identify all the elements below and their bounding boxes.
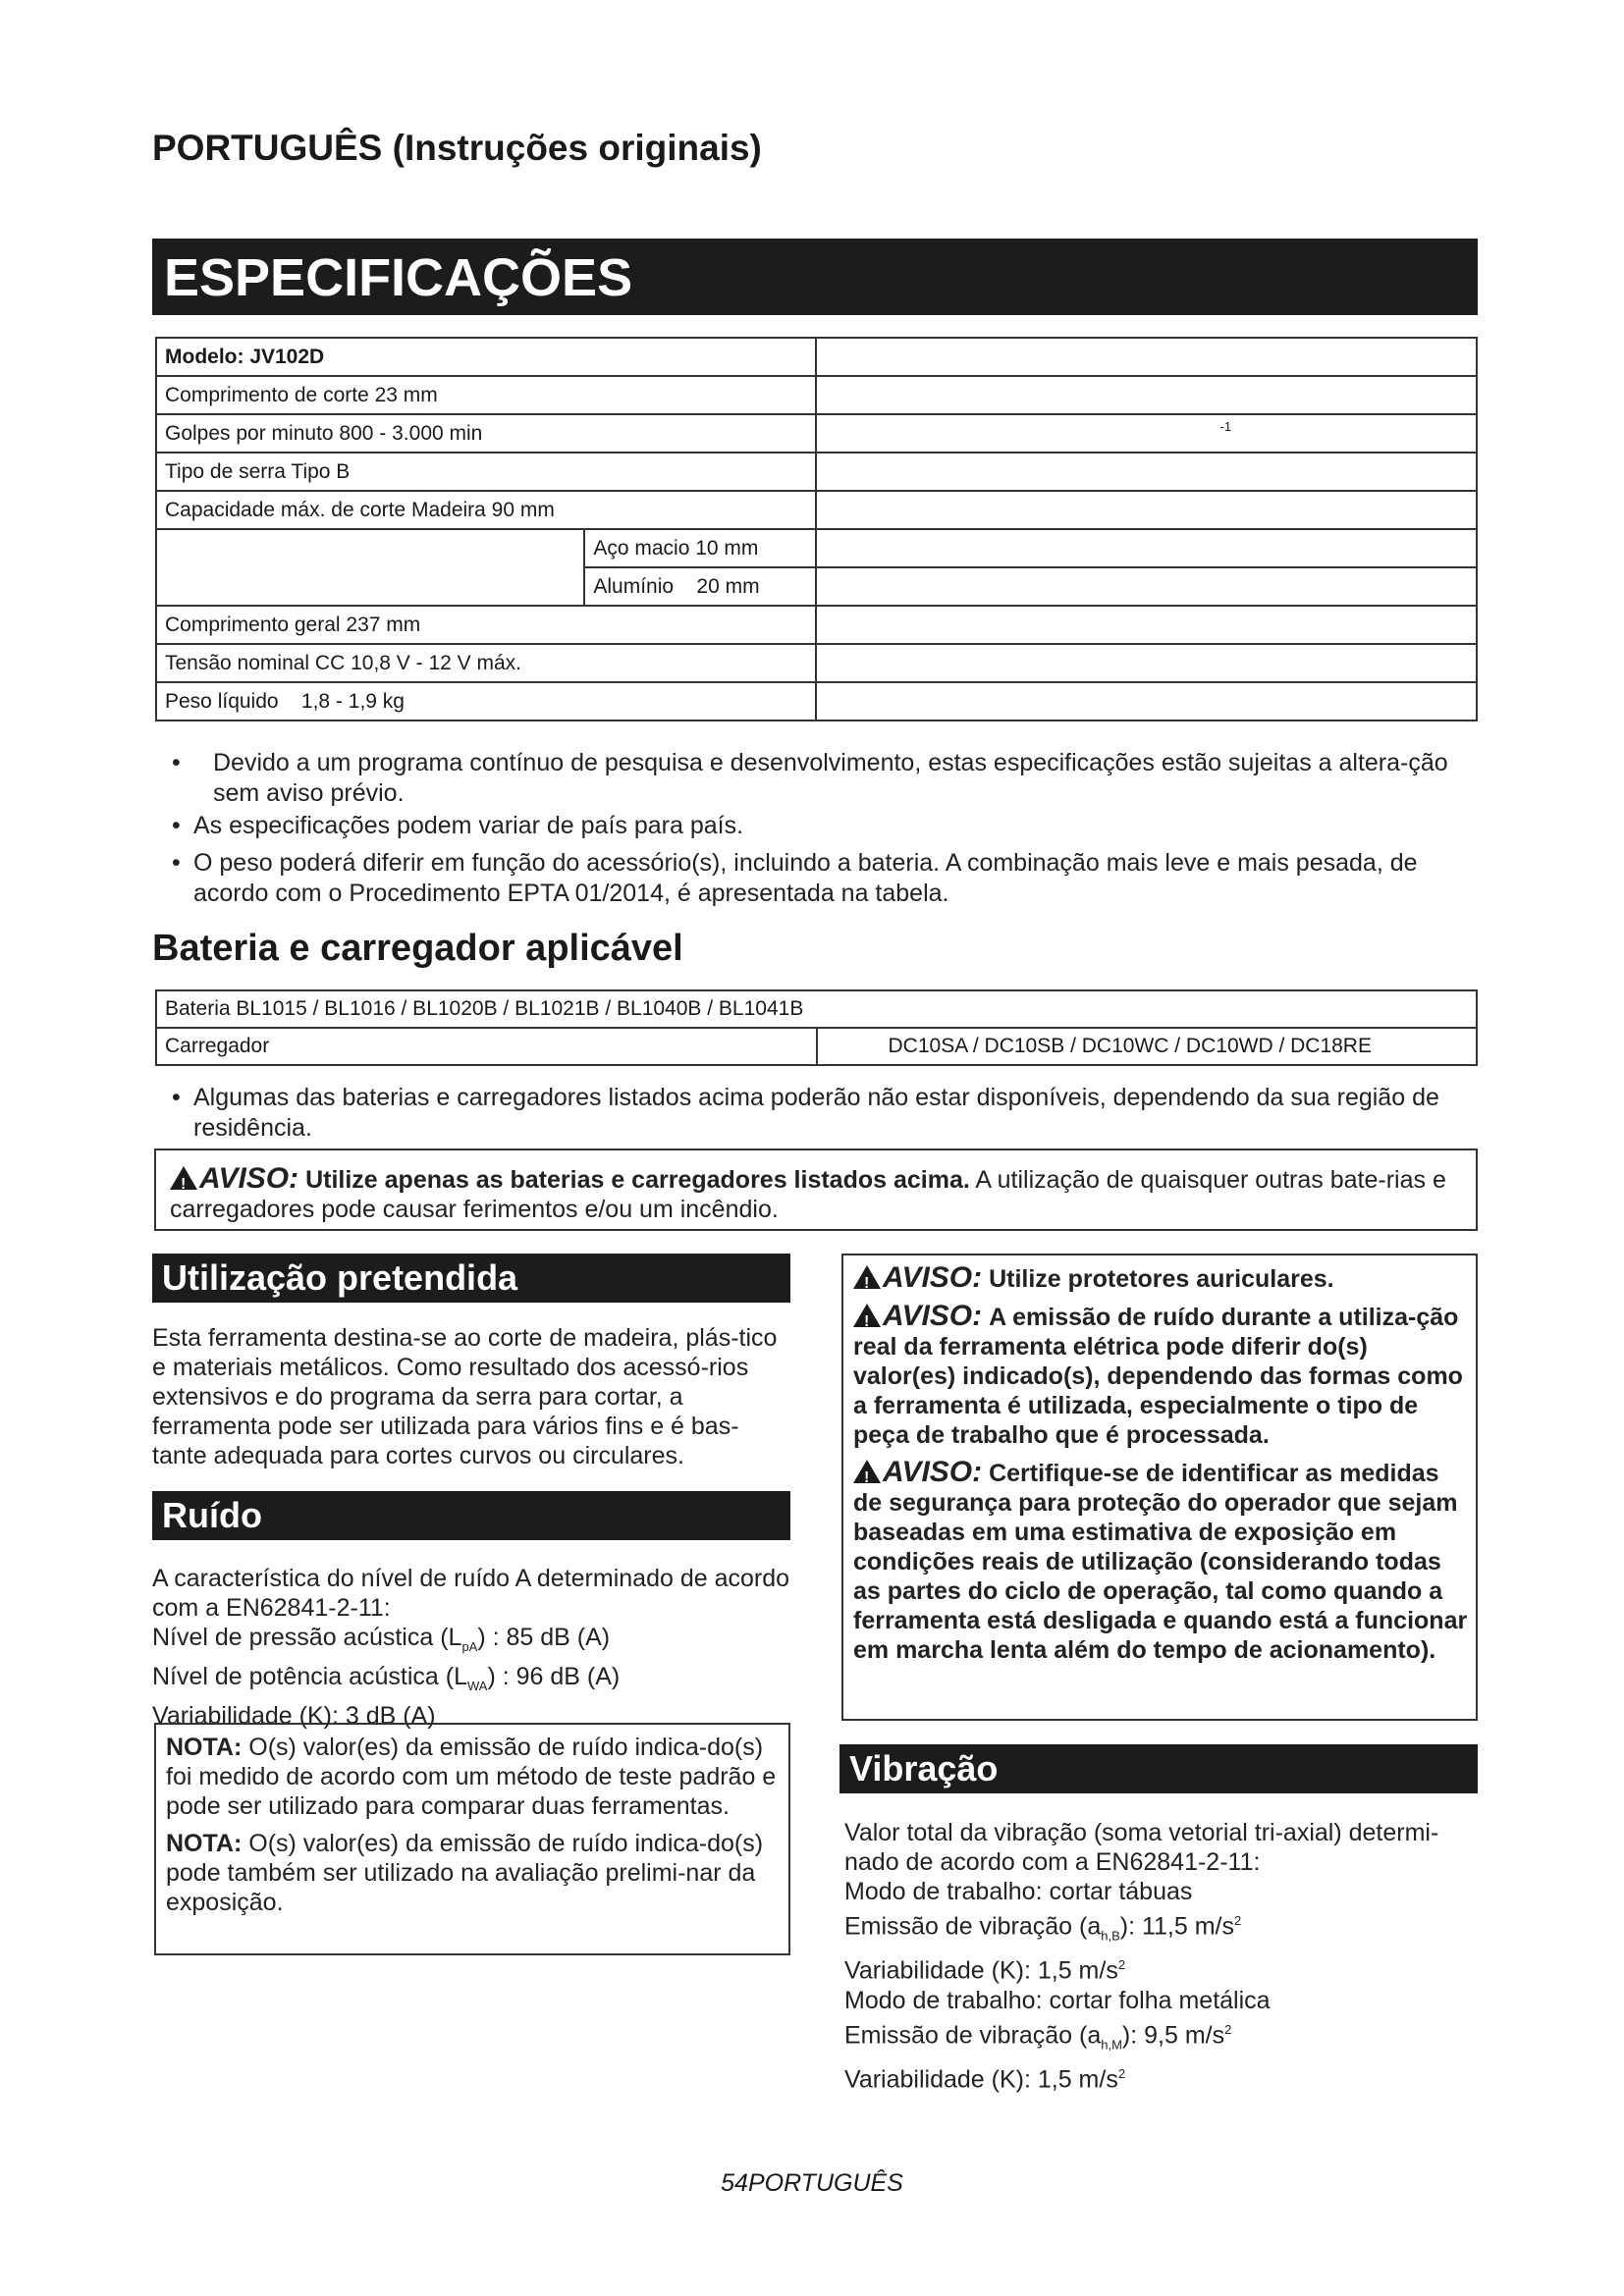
note-text: O(s) valor(es) da emissão de ruído indica-do(s) foi medido de acordo com um método de teste padrão e pode ser utilizado para comparar duas ferramentas. [166, 1734, 777, 1820]
intended-use-title: Utilização pretendida [152, 1254, 790, 1303]
warning-icon [853, 1304, 881, 1327]
table-row [156, 606, 1477, 644]
vibration-variability-1 [844, 1950, 1483, 1985]
spec-cell: Aço macio 10 mm [584, 529, 816, 567]
vibration-intro: Valor total da vibração (soma vetorial tri-axial) determi-nado de acordo com a EN62841-2-11: [844, 1819, 1439, 1876]
warning-text: Utilize protetores auriculares. [989, 1265, 1334, 1293]
vibration-mode-2: Modo de trabalho: cortar folha metálica [844, 1986, 1271, 2014]
spec-cell: Golpes por minuto 800 - 3.000 min [156, 414, 816, 453]
spec-cell: Tipo de serra Tipo B [156, 453, 816, 491]
page-footer: 54PORTUGUÊS [721, 2169, 903, 2197]
table-row [156, 682, 1477, 721]
variability-text: Variabilidade (K): 1,5 m/s [844, 2065, 1118, 2094]
noise-pressure [152, 1623, 790, 1662]
spec-superscript: -1 [1219, 419, 1232, 434]
vibration-emission-2 [844, 2015, 1483, 2059]
charger-value: DC10SA / DC10SB / DC10WC / DC10WD / DC18RE [817, 1028, 1478, 1065]
warning-1 [853, 1263, 1470, 1294]
note-label: NOTA: [166, 1830, 243, 1857]
bullet-icon: • [172, 1084, 181, 1111]
bullet-icon: • [172, 849, 181, 877]
table-row [156, 453, 1477, 491]
spec-empty-cell [156, 567, 584, 606]
unit-square: 2 [1234, 1913, 1242, 1928]
battery-cell: Bateria BL1015 / BL1016 / BL1020B / BL1021B / BL1040B / BL1041B [156, 990, 1477, 1028]
spec-empty-cell [816, 376, 1477, 414]
warning-2 [853, 1302, 1470, 1450]
emission-label: Emissão de vibração (a [844, 1912, 1102, 1941]
noise-variability: Variabilidade (K): 3 dB (A) [152, 1702, 436, 1730]
noise-block [152, 1564, 790, 1731]
bullet-icon: • [172, 812, 181, 839]
spec-note-text: O peso poderá diferir em função do acessório(s), incluindo a bateria. A combinação mais leve e mais pesada, de acordo com o Procedimento EPTA 01/2014, é apresentada na tabela. [193, 849, 1418, 907]
charger-label: Carregador [156, 1028, 817, 1065]
spec-empty-cell [816, 338, 1477, 376]
warning-text: A emissão de ruído durante a utiliza-ção real da ferramenta elétrica pode diferir do(s) valor(es) indicado(s), dependendo das formas como a ferramenta é utilizada, especialmente o tipo de peça de trabalho que é processada. [853, 1304, 1463, 1449]
noise-notes [154, 1723, 790, 1955]
spec-note-3 [172, 848, 1468, 909]
table-row [156, 1028, 1477, 1065]
warning-label: AVISO: [883, 1261, 983, 1294]
warning-label: AVISO: [883, 1456, 983, 1488]
spec-cell: Peso líquido 1,8 - 1,9 kg [156, 682, 816, 721]
spec-note-1 [172, 748, 1478, 809]
vibration-variability-2 [844, 2059, 1483, 2094]
unit-square: 2 [1117, 2065, 1126, 2081]
spec-cell: Capacidade máx. de corte Madeira 90 mm [156, 491, 816, 529]
table-row [156, 338, 1477, 376]
noise-power-value: ) : 96 dB (A) [487, 1663, 621, 1690]
spec-cell: Comprimento de corte 23 mm [156, 376, 816, 414]
table-row [156, 414, 1477, 453]
table-row [156, 491, 1477, 529]
vibration-mode-1: Modo de trabalho: cortar tábuas [844, 1878, 1193, 1905]
spec-superscript-cell [816, 414, 1477, 453]
spec-cell: Comprimento geral 237 mm [156, 606, 816, 644]
unit-square: 2 [1224, 2021, 1232, 2037]
battery-section-title: Bateria e carregador aplicável [152, 928, 683, 969]
battery-warning [154, 1148, 1478, 1231]
note-text: O(s) valor(es) da emissão de ruído indica-do(s) pode também ser utilizado na avaliação prelimi-nar da exposição. [166, 1830, 764, 1916]
spec-empty-cell [156, 529, 584, 567]
battery-note [172, 1083, 1448, 1144]
noise-note-2 [166, 1829, 779, 1917]
noise-power [152, 1662, 790, 1701]
noise-warnings [841, 1254, 1478, 1721]
table-row [156, 376, 1477, 414]
warning-label: AVISO: [199, 1162, 299, 1195]
spec-empty-cell [816, 567, 1477, 606]
warning-text: Certifique-se de identificar as medidas de segurança para proteção do operador que sejam baseadas em uma estimativa de exposição em condições reais de utilização (considerando todas as partes do ciclo de operação, tal como quando a ferramenta está desligada e quando está a funcionar em marcha lenta além do tempo de acionamento). [853, 1460, 1468, 1664]
table-row [156, 567, 1477, 606]
warning-3 [853, 1458, 1470, 1665]
emission-value: ): 9,5 m/s [1121, 2020, 1225, 2049]
emission-label: Emissão de vibração (a [844, 2020, 1102, 2049]
battery-note-text: Algumas das baterias e carregadores listados acima poderão não estar disponíveis, dependendo da sua região de residência. [193, 1084, 1439, 1142]
spec-empty-cell [816, 606, 1477, 644]
warning-icon [853, 1265, 881, 1289]
noise-note-1 [166, 1733, 779, 1821]
table-row [156, 644, 1477, 682]
vibration-title: Vibração [839, 1744, 1478, 1793]
intended-use-text: Esta ferramenta destina-se ao corte de madeira, plás-tico e materiais metálicos. Como resultado dos acessó-rios extensivos e do programa da serra para cortar, a ferramenta pode ser utilizada para vários fins e é bas-tante adequada para cortes curvos ou circulares. [152, 1324, 778, 1469]
noise-pressure-sub: pA [461, 1639, 478, 1654]
spec-empty-cell [816, 529, 1477, 567]
emission-sub: h,B [1101, 1928, 1120, 1944]
spec-cell: Tensão nominal CC 10,8 V - 12 V máx. [156, 644, 816, 682]
spec-model: Modelo: JV102D [156, 338, 816, 376]
spec-empty-cell [816, 453, 1477, 491]
battery-table [155, 989, 1478, 1066]
spec-empty-cell [816, 491, 1477, 529]
note-label: NOTA: [166, 1734, 243, 1761]
specifications-title: ESPECIFICAÇÕES [152, 239, 1478, 315]
warning-bold-text: Utilize apenas as baterias e carregadores listados acima. [305, 1166, 970, 1194]
bullet-icon: • [172, 749, 181, 776]
spec-cell: Alumínio 20 mm [584, 567, 816, 606]
warning-icon [170, 1166, 197, 1190]
noise-title: Ruído [152, 1491, 790, 1540]
spec-note-text: As especificações podem variar de país para país. [193, 812, 744, 839]
spec-empty-cell [816, 644, 1477, 682]
noise-power-sub: WA [467, 1679, 488, 1693]
warning-icon [853, 1460, 881, 1483]
spec-empty-cell [816, 682, 1477, 721]
vibration-emission-1 [844, 1906, 1483, 1950]
table-row [156, 529, 1477, 567]
specifications-table [155, 337, 1478, 721]
warning-text: A utilização de quaisquer outras bate-rias e carregadores pode causar ferimentos e/ou um incêndio. [170, 1166, 1446, 1223]
table-row [156, 990, 1477, 1028]
noise-pressure-label: Nível de pressão acústica (L [152, 1624, 462, 1651]
spec-note-text: Devido a um programa contínuo de pesquisa e desenvolvimento, estas especificações estão sujeitas a altera-ção sem aviso prévio. [213, 749, 1448, 807]
noise-power-label: Nível de potência acústica (L [152, 1663, 468, 1690]
unit-square: 2 [1117, 1957, 1126, 1973]
noise-pressure-value: ) : 85 dB (A) [477, 1624, 611, 1651]
variability-text: Variabilidade (K): 1,5 m/s [844, 1956, 1118, 1985]
page-language-title: PORTUGUÊS (Instruções originais) [152, 128, 762, 168]
emission-sub: h,M [1101, 2036, 1122, 2052]
spec-note-2 [172, 811, 1478, 841]
noise-intro: A característica do nível de ruído A determinado de acordo com a EN62841-2-11: [152, 1565, 790, 1622]
emission-value: ): 11,5 m/s [1119, 1912, 1234, 1941]
warning-label: AVISO: [883, 1300, 983, 1332]
vibration-block [844, 1818, 1483, 2094]
